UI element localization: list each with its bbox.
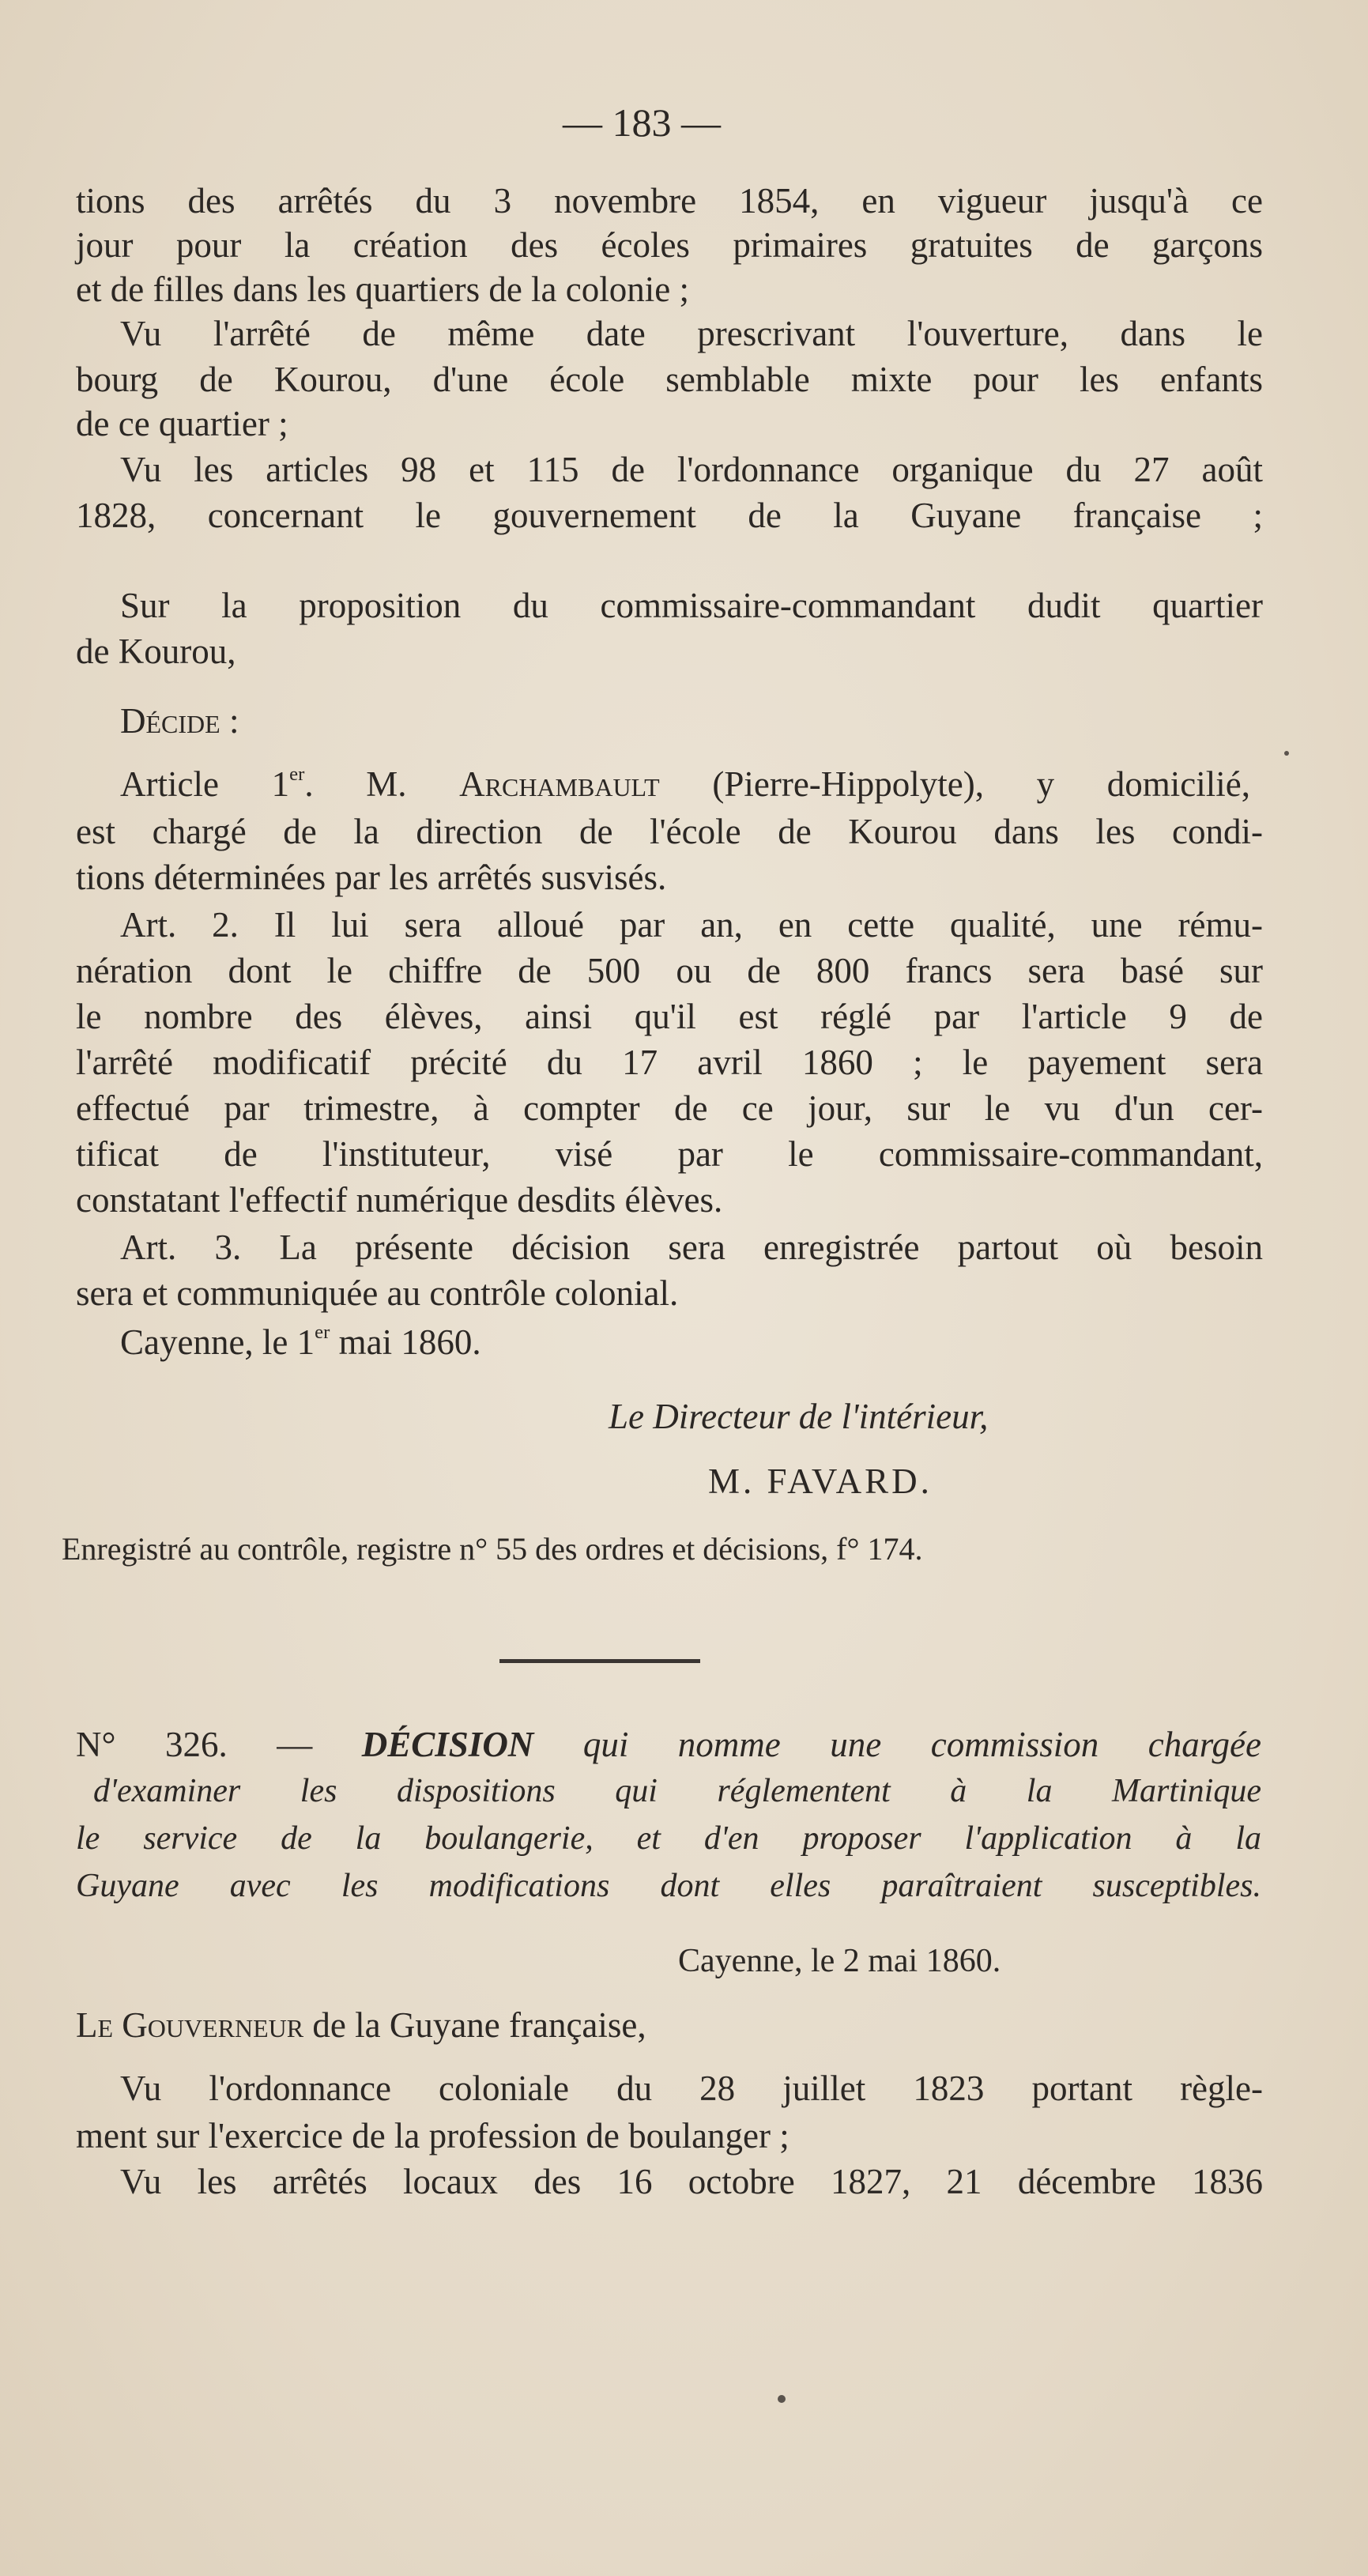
page-number: — 183 — xyxy=(563,100,721,145)
text-line: tificat de l'instituteur, visé par le commissaire-commandant, xyxy=(76,1134,1263,1174)
decision-line: d'examiner les dispositions qui réglementent à la Martinique xyxy=(93,1773,1261,1809)
text-line: Vu l'ordonnance coloniale du 28 juillet 1823 portant règle- xyxy=(120,2069,1263,2108)
ink-speck xyxy=(778,2395,786,2403)
article-1-line: Article 1er. M. Archambault (Pierre-Hippolyte), y domicilié, xyxy=(120,764,1251,804)
text-line: jour pour la création des écoles primaires gratuites de garçons xyxy=(76,225,1263,265)
text-line: ment sur l'exercice de la profession de boulanger ; xyxy=(76,2116,790,2155)
text-line: de ce quartier ; xyxy=(76,404,288,443)
signature-name: M. FAVARD. xyxy=(708,1461,933,1501)
decision-heading: N° 326. — DÉCISION qui nomme une commission chargée xyxy=(76,1725,1261,1764)
text-line: le nombre des élèves, ainsi qu'il est réglé par l'article 9 de xyxy=(76,997,1263,1036)
text-line: effectué par trimestre, à compter de ce jour, sur le vu d'un cer- xyxy=(76,1088,1263,1128)
ink-speck xyxy=(1284,751,1289,756)
date-line-2: Cayenne, le 2 mai 1860. xyxy=(678,1943,1001,1979)
text-line: de Kourou, xyxy=(76,632,236,671)
text-line: Art. 3. La présente décision sera enregistrée partout où besoin xyxy=(120,1228,1263,1267)
date-line: Cayenne, le 1er mai 1860. xyxy=(120,1322,481,1362)
text-line: sera et communiquée au contrôle colonial. xyxy=(76,1273,679,1313)
decide-heading: Décide : xyxy=(120,701,239,741)
text-line: tions des arrêtés du 3 novembre 1854, en vigueur jusqu'à ce xyxy=(76,181,1263,221)
text-line: Vu l'arrêté de même date prescrivant l'ouverture, dans le xyxy=(120,314,1263,353)
text-line: Sur la proposition du commissaire-commandant dudit quartier xyxy=(120,586,1263,625)
text-line: Art. 2. Il lui sera alloué par an, en cette qualité, une rému- xyxy=(120,905,1263,945)
text-line: 1828, concernant le gouvernement de la Guyane française ; xyxy=(76,496,1263,535)
text-line: l'arrêté modificatif précité du 17 avril 1860 ; le payement sera xyxy=(76,1043,1263,1082)
text-line: et de filles dans les quartiers de la colonie ; xyxy=(76,270,689,309)
text-line: nération dont le chiffre de 500 ou de 800 francs sera basé sur xyxy=(76,951,1263,990)
signature-title: Le Directeur de l'intérieur, xyxy=(609,1397,989,1436)
text-line: tions déterminées par les arrêtés susvisés. xyxy=(76,858,667,897)
text-line: constatant l'effectif numérique desdits élèves. xyxy=(76,1180,723,1220)
decision-line: le service de la boulangerie, et d'en proposer l'application à la xyxy=(76,1820,1261,1857)
text-line: Vu les articles 98 et 115 de l'ordonnance organique du 27 août xyxy=(120,450,1263,489)
governor-line: Le Gouverneur de la Guyane française, xyxy=(76,2005,646,2045)
text-line: est chargé de la direction de l'école de Kourou dans les condi- xyxy=(76,812,1263,851)
registration-note: Enregistré au contrôle, registre n° 55 des ordres et décisions, f° 174. xyxy=(62,1531,923,1567)
text-line: bourg de Kourou, d'une école semblable mixte pour les enfants xyxy=(76,360,1263,399)
decision-line: Guyane avec les modifications dont elles paraîtraient susceptibles. xyxy=(76,1868,1261,1904)
text-line: Vu les arrêtés locaux des 16 octobre 1827, 21 décembre 1836 xyxy=(120,2162,1263,2201)
section-divider xyxy=(499,1659,700,1663)
